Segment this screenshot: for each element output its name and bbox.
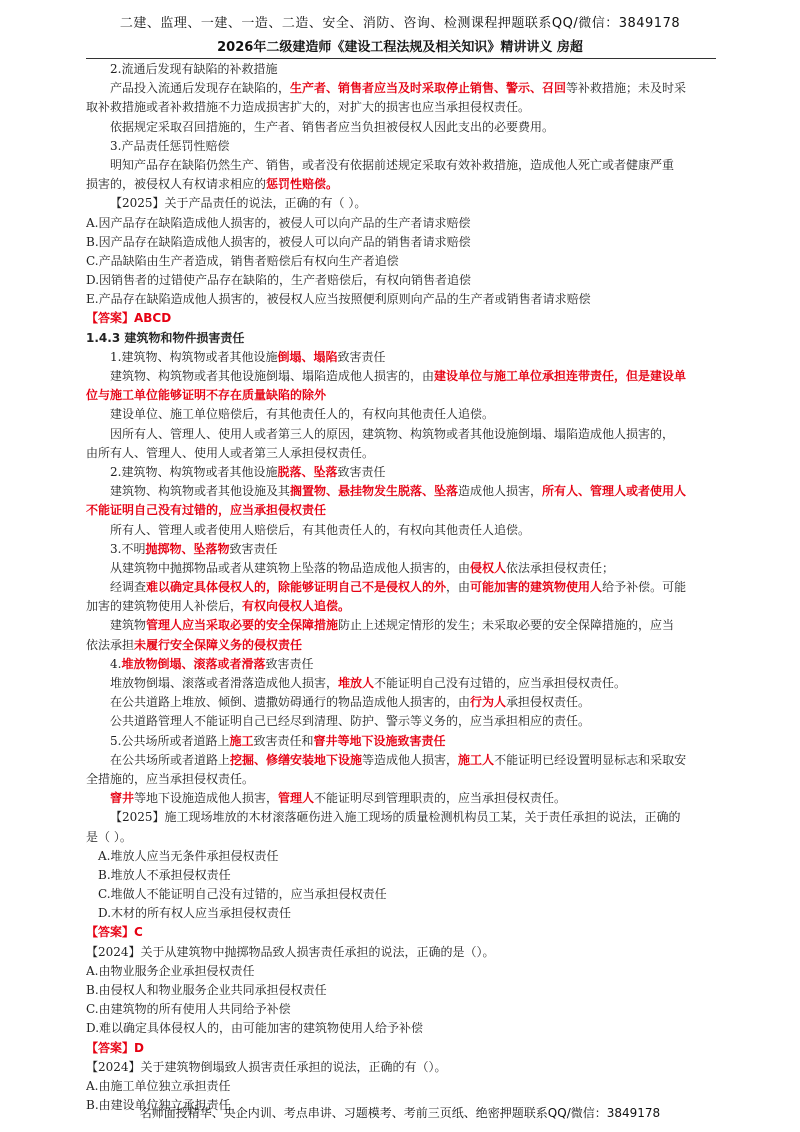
text-span: 在公共道路上堆放、倾倒、遗撒妨碍通行的物品造成他人损害的，由 bbox=[110, 695, 471, 710]
footer-contact-line: 名师面授精华、央企内训、考点串讲、习题模考、考前三页纸、绝密押题联系QQ/微信：3849178 bbox=[139, 1106, 661, 1120]
highlighted-text: 行为人 bbox=[470, 695, 507, 710]
highlighted-text: 难以确定具体侵权人的，除能够证明自己不是侵权人的外 bbox=[146, 580, 447, 595]
highlighted-text: 挖掘、修缮安装地下设施 bbox=[230, 752, 363, 767]
highlighted-text: 管理人 bbox=[278, 791, 315, 806]
text-line bbox=[86, 482, 716, 501]
text-line bbox=[86, 1000, 716, 1019]
header-title: 2026年二级建造师《建设工程法规及相关知识》精讲讲义 房超 bbox=[217, 40, 583, 55]
text-span: 致害责任 bbox=[337, 464, 386, 479]
text-span: 承担侵权责任。 bbox=[506, 695, 591, 710]
text-line bbox=[86, 904, 716, 923]
highlighted-text: 所有人、管理人或者使用人 bbox=[542, 484, 687, 499]
text-span: 【2024】关于建筑物倒塌致人损害责任承担的说法，正确的有（）。 bbox=[86, 1059, 447, 1074]
text-line bbox=[86, 770, 716, 789]
text-span: C.堆做人不能证明自己没有过错的，应当承担侵权责任 bbox=[98, 887, 387, 902]
text-span: 经调查 bbox=[110, 580, 147, 595]
text-span: 公共道路管理人不能证明自己已经尽到清理、防护、警示等义务的，应当承担相应的责任。 bbox=[110, 714, 591, 729]
text-line bbox=[86, 636, 716, 655]
text-line bbox=[86, 1019, 716, 1038]
text-line bbox=[86, 674, 716, 693]
text-line bbox=[86, 79, 716, 98]
header-divider bbox=[86, 58, 716, 59]
text-span: 4. bbox=[110, 656, 122, 671]
text-span: 致害责任 bbox=[229, 541, 278, 556]
text-span: D.因销售者的过错使产品存在缺陷的，生产者赔偿后，有权向销售者追偿 bbox=[86, 273, 472, 288]
text-line bbox=[86, 712, 716, 731]
text-span: C.由建筑物的所有使用人共同给予补偿 bbox=[86, 1002, 291, 1017]
text-span: 【2025】关于产品责任的说法，正确的有（ ）。 bbox=[110, 196, 367, 211]
text-span: 依法承担 bbox=[86, 637, 135, 652]
header-contact-line: 二建、监理、一建、一造、二造、安全、消防、咨询、检测课程押题联系QQ/微信：3849178 bbox=[119, 16, 681, 31]
text-line bbox=[86, 597, 716, 616]
text-span: 取补救措施或者补救措施不力造成损害扩大的，对扩大的损害也应当承担侵权责任。 bbox=[86, 100, 531, 115]
text-line bbox=[86, 98, 716, 117]
text-line bbox=[86, 271, 716, 290]
text-line bbox=[86, 1039, 716, 1058]
text-line bbox=[86, 1058, 716, 1077]
text-line bbox=[86, 175, 716, 194]
highlighted-text: 窨井等地下设施致害责任 bbox=[313, 733, 446, 748]
highlighted-text: 惩罚性赔偿。 bbox=[266, 177, 339, 192]
text-span: 建设单位、施工单位赔偿后，有其他责任人的，有权向其他责任人追偿。 bbox=[110, 407, 495, 422]
text-span: 3.不明 bbox=[110, 541, 146, 556]
text-span: 堆放物倒塌、滚落或者滑落造成他人损害， bbox=[110, 676, 339, 690]
highlighted-text: 建设单位与施工单位承担连带责任，但是建设单 bbox=[434, 369, 687, 383]
text-line bbox=[86, 847, 716, 866]
text-line bbox=[86, 578, 716, 597]
text-span: A.因产品存在缺陷造成他人损害的，被侵人可以向产品的生产者请求赔偿 bbox=[86, 215, 471, 230]
text-line bbox=[86, 808, 716, 827]
text-line bbox=[86, 425, 716, 444]
text-span: E.产品存在缺陷造成他人损害的，被侵权人应当按照便利原则向产品的生产者或销售者请求赔偿 bbox=[86, 292, 591, 307]
text-span: 由所有人、管理人、使用人或者第三人承担侵权责任。 bbox=[86, 445, 375, 460]
text-span: 2.建筑物、构筑物或者其他设施 bbox=[110, 464, 278, 479]
text-span: 致害责任和 bbox=[253, 733, 314, 748]
text-span: B.堆放人不承担侵权责任 bbox=[98, 867, 231, 882]
text-line bbox=[86, 521, 716, 540]
text-span: 从建筑物中抛掷物品或者从建筑物上坠落的物品造成他人损害的，由 bbox=[110, 560, 471, 575]
text-span: 在公共场所或者道路上 bbox=[110, 752, 231, 767]
text-line bbox=[86, 1077, 716, 1096]
text-span: 产品投入流通后发现存在缺陷的， bbox=[110, 81, 291, 96]
highlighted-text: 抛掷物、坠落物 bbox=[145, 541, 230, 556]
highlighted-text: 有权向侵权人追偿。 bbox=[242, 599, 351, 614]
text-line bbox=[86, 60, 716, 79]
text-span: 5.公共场所或者道路上 bbox=[110, 733, 230, 748]
text-line bbox=[86, 616, 716, 635]
text-line bbox=[86, 194, 716, 213]
text-span: 所有人、管理人或者使用人赔偿后，有其他责任人的，有权向其他责任人追偿。 bbox=[110, 522, 531, 537]
text-line bbox=[86, 156, 716, 175]
text-span: 3.产品责任惩罚性赔偿 bbox=[110, 138, 230, 153]
text-span: 全措施的，应当承担侵权责任。 bbox=[86, 771, 255, 786]
text-line bbox=[86, 405, 716, 424]
text-span: A.由施工单位独立承担责任 bbox=[86, 1078, 231, 1093]
text-line bbox=[86, 732, 716, 751]
text-span: 致害责任 bbox=[265, 656, 314, 671]
text-line bbox=[86, 290, 716, 309]
text-span: 建筑物、构筑物或者其他设施倒塌、塌陷造成他人损害的，由 bbox=[110, 369, 435, 383]
text-span: 【2024】关于从建筑物中抛掷物品致人损害责任承担的说法，正确的是（）。 bbox=[86, 944, 495, 959]
text-line bbox=[86, 789, 716, 808]
text-span: 是（ ）。 bbox=[86, 829, 132, 844]
text-span: 明知产品存在缺陷仍然生产、销售，或者没有依据前述规定采取有效补救措施，造成他人死亡或者健康严重 bbox=[110, 157, 675, 172]
highlighted-text: 不能证明自己没有过错的，应当承担侵权责任 bbox=[86, 503, 327, 518]
text-line bbox=[86, 233, 716, 252]
text-span: 造成他人损害， bbox=[458, 484, 543, 499]
highlighted-text: 未履行安全保障义务的侵权责任 bbox=[134, 637, 303, 652]
highlighted-text: 生产者、销售者应当及时采取停止销售、警示、召回 bbox=[290, 81, 567, 96]
text-line bbox=[86, 693, 716, 712]
text-span: 2.流通后发现有缺陷的补救措施 bbox=[110, 62, 278, 76]
text-line bbox=[86, 386, 716, 405]
highlighted-text: 侵权人 bbox=[470, 560, 507, 575]
text-span: 给予补偿。可能 bbox=[602, 580, 687, 595]
text-line bbox=[86, 828, 716, 847]
text-span: 因所有人、管理人、使用人或者第三人的原因，建筑物、构筑物或者其他设施倒塌、塌陷造成他人损害的， bbox=[110, 426, 675, 441]
text-span: B.由建设单位独立承担责任 bbox=[86, 1098, 231, 1113]
highlighted-text: 【答案】C bbox=[86, 925, 143, 940]
text-span: 加害的建筑物使用人补偿后， bbox=[86, 599, 243, 614]
text-line bbox=[86, 252, 716, 271]
text-span: ，由 bbox=[446, 580, 471, 595]
highlighted-text: 【答案】ABCD bbox=[86, 311, 172, 326]
text-span: A.由物业服务企业承担侵权责任 bbox=[86, 963, 255, 978]
text-span: 建筑物 bbox=[110, 618, 147, 633]
text-span: A.堆放人应当无条件承担侵权责任 bbox=[98, 848, 279, 863]
text-line bbox=[86, 367, 716, 386]
document-body bbox=[86, 60, 716, 1115]
text-line bbox=[86, 214, 716, 233]
text-span: 不能证明自己没有过错的，应当承担侵权责任。 bbox=[374, 676, 627, 690]
text-line bbox=[86, 962, 716, 981]
text-line bbox=[86, 866, 716, 885]
text-span: 等地下设施造成他人损害， bbox=[134, 791, 279, 806]
highlighted-text: 搁置物、悬挂物发生脱落、坠落 bbox=[290, 484, 459, 499]
text-span: 防止上述规定情形的发生；未采取必要的安全保障措施的，应当 bbox=[338, 618, 675, 633]
highlighted-text: 堆放人 bbox=[338, 676, 375, 690]
highlighted-text: 可能加害的建筑物使用人 bbox=[470, 580, 603, 595]
text-line bbox=[86, 444, 716, 463]
text-span: 不能证明尽到管理职责的，应当承担侵权责任。 bbox=[314, 791, 567, 806]
text-line bbox=[86, 559, 716, 578]
highlighted-text: 倒塌、塌陷 bbox=[277, 349, 338, 364]
text-span: 依据规定采取召回措施的，生产者、销售者应当负担被侵权人因此支出的必要费用。 bbox=[110, 119, 555, 134]
text-line bbox=[86, 118, 716, 137]
text-line bbox=[86, 943, 716, 962]
text-span: D.木材的所有权人应当承担侵权责任 bbox=[98, 906, 292, 921]
text-span: 损害的，被侵权人有权请求相应的 bbox=[86, 177, 267, 192]
highlighted-text: 施工人 bbox=[458, 752, 495, 767]
text-span: 建筑物、构筑物或者其他设施及其 bbox=[110, 484, 291, 499]
highlighted-text: 位与施工单位能够证明不存在质量缺陷的除外 bbox=[86, 388, 327, 403]
text-span: 等补救措施；未及时采 bbox=[566, 81, 687, 96]
text-line bbox=[86, 137, 716, 156]
highlighted-text: 管理人应当采取必要的安全保障措施 bbox=[146, 618, 339, 633]
highlighted-text: 窨井 bbox=[110, 791, 135, 806]
text-span: B.由侵权人和物业服务企业共同承担侵权责任 bbox=[86, 983, 327, 997]
text-line bbox=[86, 463, 716, 482]
text-span: B.因产品存在缺陷造成他人损害的，被侵人可以向产品的销售者请求赔偿 bbox=[86, 234, 471, 249]
highlighted-text: 脱落、坠落 bbox=[277, 464, 338, 479]
highlighted-text: 施工 bbox=[229, 733, 254, 748]
text-span: 1.4.3 建筑物和物件损害责任 bbox=[86, 330, 245, 345]
text-line bbox=[86, 348, 716, 367]
text-line bbox=[86, 540, 716, 559]
text-span: C.产品缺陷由生产者造成，销售者赔偿后有权向生产者追偿 bbox=[86, 253, 399, 268]
text-line bbox=[86, 501, 716, 520]
text-line bbox=[86, 923, 716, 942]
text-line bbox=[86, 981, 716, 1000]
text-span: 1.建筑物、构筑物或者其他设施 bbox=[110, 349, 278, 364]
text-span: D.难以确定具体侵权人的，由可能加害的建筑物使用人给予补偿 bbox=[86, 1021, 424, 1036]
text-line bbox=[86, 655, 716, 674]
text-span: 不能证明已经设置明显标志和采取安 bbox=[494, 752, 687, 767]
text-line bbox=[86, 751, 716, 770]
text-line bbox=[86, 885, 716, 904]
highlighted-text: 【答案】D bbox=[86, 1040, 144, 1055]
text-span: 【2025】施工现场堆放的木材滚落砸伤进入施工现场的质量检测机构员工某，关于责任承担的说法，正确的 bbox=[110, 810, 681, 825]
text-span: 依法承担侵权责任； bbox=[506, 560, 615, 575]
text-span: 等造成他人损害， bbox=[362, 752, 459, 767]
text-span: 致害责任 bbox=[337, 349, 386, 364]
text-line bbox=[86, 329, 716, 348]
text-line bbox=[86, 309, 716, 328]
highlighted-text: 堆放物倒塌、滚落或者滑落 bbox=[121, 656, 266, 671]
